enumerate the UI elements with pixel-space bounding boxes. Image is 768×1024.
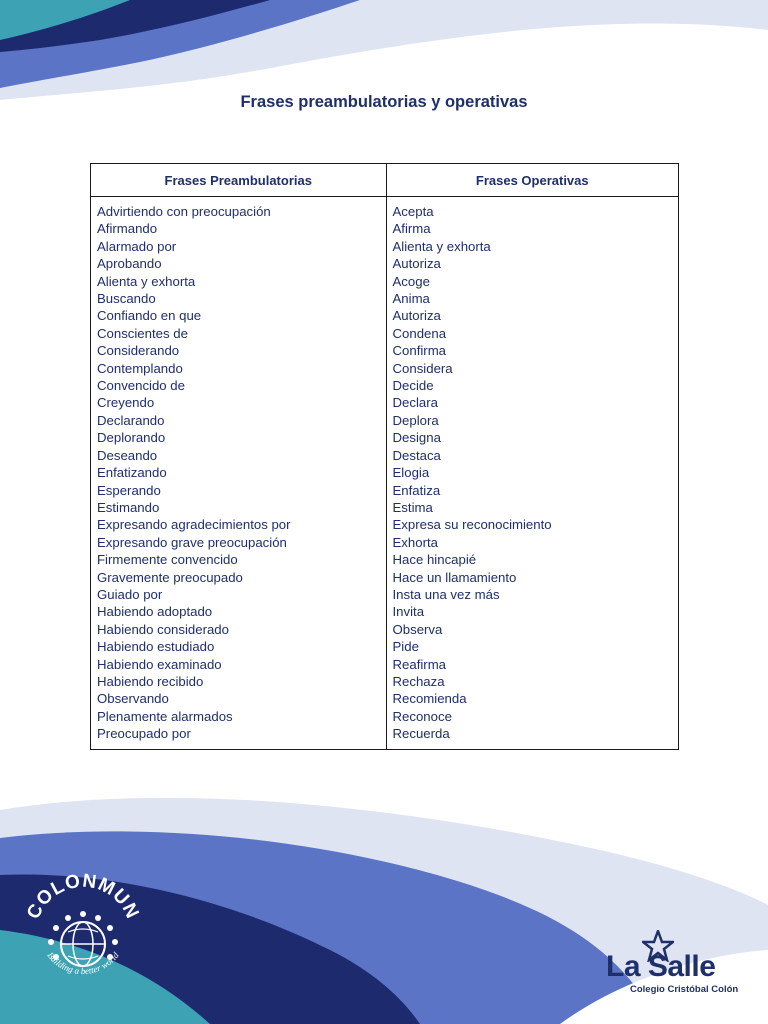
preambulatoria-item: Firmemente convencido <box>97 552 238 568</box>
table-body-row <box>91 197 679 750</box>
table-header-row <box>91 164 679 197</box>
operativa-item: Declara <box>392 395 438 411</box>
operativa-item: Condena <box>392 325 447 341</box>
preambulatoria-item: Preocupado por <box>97 726 191 742</box>
colonmun-tagline: Building a better world <box>45 950 121 977</box>
preambulatoria-item: Afirmando <box>97 221 158 237</box>
preambulatoria-item: Deplorando <box>97 430 166 446</box>
preambulatoria-item: Expresando grave preocupación <box>97 534 287 550</box>
operativa-item: Destaca <box>392 447 441 463</box>
preambulatoria-item: Habiendo recibido <box>97 673 204 689</box>
preambulatoria-item: Habiendo adoptado <box>97 604 213 620</box>
page-title: Frases preambulatorias y operativas <box>240 93 528 111</box>
operativa-item: Observa <box>392 621 443 637</box>
operativa-item: Reconoce <box>392 708 452 724</box>
operativa-item: Reafirma <box>392 656 447 672</box>
lasalle-name: La Salle <box>606 950 716 983</box>
phrases-table <box>90 163 679 750</box>
header-preambulatorias: Frases Preambulatorias <box>91 164 387 197</box>
operativa-item: Recuerda <box>392 726 450 742</box>
preambulatoria-item: Buscando <box>97 291 156 307</box>
svg-text:Building a better world <box>45 950 121 976</box>
operativa-item: Expresa su reconocimiento <box>392 517 552 533</box>
preambulatoria-item: Convencido de <box>97 378 185 394</box>
preambulatoria-item: Alienta y exhorta <box>97 273 196 289</box>
operativa-item: Pide <box>392 639 419 655</box>
operativa-item: Invita <box>392 604 425 620</box>
operativa-item: Afirma <box>392 221 431 237</box>
preambulatoria-item: Contemplando <box>97 360 183 376</box>
operativa-item: Acepta <box>392 204 434 219</box>
preambulatoria-item: Estimando <box>97 499 160 515</box>
operativa-item: Anima <box>392 291 430 307</box>
preambulatoria-item: Observando <box>97 691 169 707</box>
preambulatoria-item: Esperando <box>97 482 161 498</box>
preambulatoria-item: Declarando <box>97 412 165 428</box>
operativa-item: Exhorta <box>392 534 438 550</box>
operativa-item: Hace un llamamiento <box>392 569 517 585</box>
preambulatoria-item: Confiando en que <box>97 308 202 324</box>
preambulatoria-item: Gravemente preocupado <box>97 569 243 585</box>
preambulatoria-item: Plenamente alarmados <box>97 708 233 724</box>
preambulatoria-item: Expresando agradecimientos por <box>97 517 291 533</box>
operativa-item: Designa <box>392 430 441 446</box>
preambulatorias-column <box>91 197 387 750</box>
operativas-column <box>386 197 678 750</box>
preambulatoria-item: Advirtiendo con preocupación <box>97 204 271 219</box>
operativa-item: Elogia <box>392 465 430 481</box>
operativa-item: Hace hincapié <box>392 552 477 568</box>
operativa-item: Enfatiza <box>392 482 441 498</box>
preambulatoria-item: Habiendo estudiado <box>97 639 215 655</box>
operativa-item: Rechaza <box>392 673 445 689</box>
operativa-item: Alienta y exhorta <box>392 238 491 254</box>
preambulatoria-item: Creyendo <box>97 395 155 411</box>
colonmun-logo <box>18 862 148 992</box>
preambulatoria-item: Guiado por <box>97 586 163 602</box>
preambulatoria-item: Deseando <box>97 447 158 463</box>
operativa-item: Acoge <box>392 273 430 289</box>
preambulatoria-item: Habiendo considerado <box>97 621 229 637</box>
preambulatoria-item: Conscientes de <box>97 325 188 341</box>
operativa-item: Recomienda <box>392 691 467 707</box>
people-ring-icon <box>48 911 118 960</box>
preambulatoria-item: Aprobando <box>97 256 162 272</box>
preambulatoria-item: Considerando <box>97 343 180 359</box>
operativa-item: Autoriza <box>392 308 441 324</box>
lasalle-school-name: Colegio Cristóbal Colón <box>630 984 739 995</box>
operativa-item: Decide <box>392 378 434 394</box>
operativa-item: Autoriza <box>392 256 441 272</box>
operativa-item: Confirma <box>392 343 447 359</box>
header-operativas: Frases Operativas <box>386 164 678 197</box>
preambulatoria-item: Alarmado por <box>97 238 177 254</box>
preambulatoria-item: Habiendo examinado <box>97 656 222 672</box>
operativa-item: Estima <box>392 499 433 515</box>
colonmun-name: COLONMUN <box>23 870 143 923</box>
lasalle-logo <box>606 930 756 1000</box>
operativa-item: Insta una vez más <box>392 586 500 602</box>
operativa-item: Considera <box>392 360 453 376</box>
operativa-item: Deplora <box>392 412 439 428</box>
preambulatoria-item: Enfatizando <box>97 465 167 481</box>
